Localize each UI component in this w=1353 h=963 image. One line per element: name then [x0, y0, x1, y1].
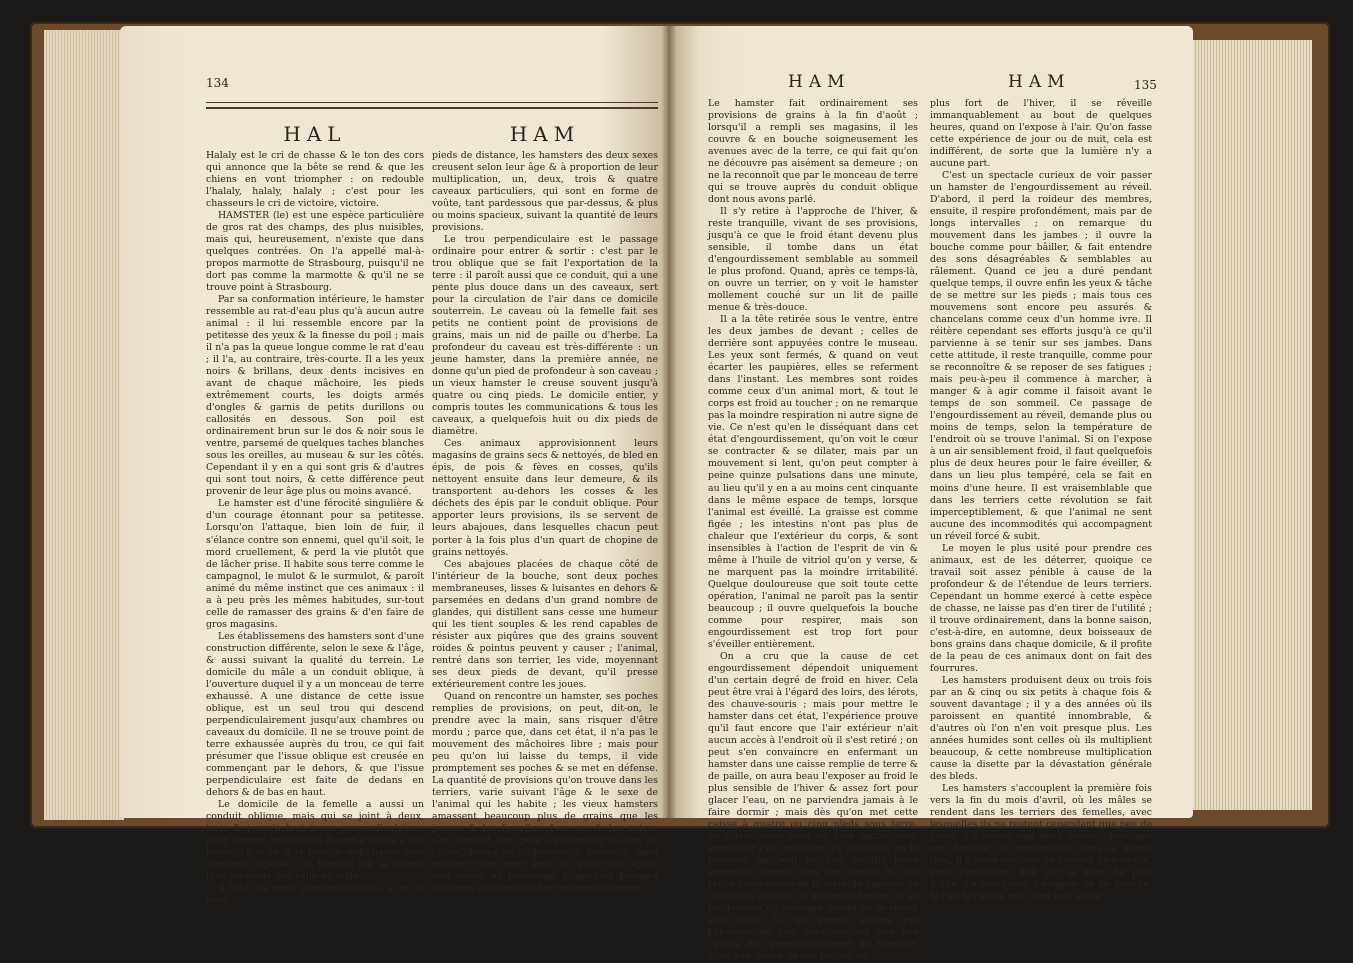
paragraph: Ces animaux approvisionnent leurs magasins de grains secs & nettoyés, de bled en épis, de pois & fèves en cosses, qu'ils nettoyent ensuite dans leur demeure, & ils transportent au-dehors les cosses & les déchets des épis par le conduit oblique. Pour apporter leurs provisions, ils se servent de leurs abajoues, dans lesquelles chacun peut porter à la fois plus d'un quart de chopine de grains nettoyés.: [432, 438, 658, 558]
column-heading: HAM: [509, 122, 581, 146]
paragraph: Halaly est le cri de chasse & le ton des cors qui annonce que la bête se rend & que les chiens en vont triompher : on redouble l'halaly, halaly, halaly ; c'est pour les chasseurs le cri de victoire, victoire.: [206, 150, 424, 210]
paragraph: Les hamsters produisent deux ou trois fois par an & cinq ou six petits à chaque fois & souvent davantage ; il y a des années où ils paroissent en quantité innombrable, & d'autres où l'on n'en voit presque plus. Les années humides sont celles où ils multiplient beaucoup, & cette nombreuse multiplication cause la disette par la dévastation générale des bleds.: [930, 674, 1152, 782]
paragraph: Le hamster est d'une férocité singulière & d'un courage étonnant pour sa petitesse. Lorsqu'on l'attaque, bien loin de fuir, il s'élance contre son ennemi, quel qu'il soit, le mord cruellement, & perd la vie plutôt que de lâcher prise. Il habite sous terre comme le campagnol, le mulot & le surmulot, & paroît animé du même instinct que ces animaux : il a à peu près les mêmes habitudes, sur-tout celle de ramasser des grains & d'en faire de gros magasins.: [206, 498, 424, 630]
paragraph: Le moyen le plus usité pour prendre ces animaux, est de les déterrer, quoique ce travail soit assez pénible à cause de la profondeur & de l'étendue de leurs terriers. Cependant un homme exercé à cette espèce de chasse, ne laisse pas d'en tirer de l'utilité ; il trouve ordinairement, dans la bonne saison, c'est-à-dire, en automne, deux boisseaux de bons grains dans chaque domicile, & il profite de la peau de ces animaux dont on fait des fourrures.: [930, 542, 1152, 674]
page-number: 134: [206, 76, 229, 90]
paragraph: Le hamster fait ordinairement ses provisions de grains à la fin d'août ; lorsqu'il a rempli ses magasins, il les couvre & en bouche soigneusement les avenues avec de la terre, ce qui fait qu'on ne découvre pas aisément sa demeure ; on ne la reconnoît que par le monceau de terre qui se trouve auprès du conduit oblique dont nous avons parlé.: [708, 98, 919, 206]
book-gutter: [662, 26, 676, 818]
paragraph: pieds de distance, les hamsters des deux sexes creusent selon leur âge & à proportion de leur multiplication, un, deux, trois & quatre caveaux particuliers, qui sont en forme de voûte, tant pardessous que par-dessus, & plus ou moins spacieux, suivant la quantité de leurs provisions.: [432, 150, 658, 234]
paragraph: Les hamsters s'accouplent la première fois vers la fin du mois d'avril, où les mâles se rendent dans les terriers des femelles, avec lesquelles ils ne restent cependant que peu de jours. S'il arrive que deux mâles, cherchant une femelle, se rencontrent dans le même trou, il s'élève entr'eux un combat furieux qui, pour l'ordinaire, finit par la mort du plus foible. Le vainqueur s'empare de sa femelle, & l'un & l'autre qui, dans tout autre: [930, 782, 1152, 903]
paragraph: A côté des trous perpendiculaires, à un ou deux: [206, 882, 424, 906]
page-edges-right: [1190, 40, 1312, 810]
text-column-2: [930, 98, 1152, 903]
paragraph: Il s'y retire à l'approche de l'hiver, & reste tranquille, vivant de ses provisions, jusqu'à ce que le froid étant devenu plus sensible, il tombe dans un état d'engourdissement semblable au sommeil le plus profond. Quand, après ce temps-là, on ouvre un terrier, on y voit le hamster mollement couché sur un lit de paille menue & très-douce.: [708, 206, 918, 314]
column-heading: HAL: [283, 122, 347, 146]
paragraph: HAMSTER (le) est une espèce particulière de gros rat des champs, des plus nuisibles, mais qui, heureusement, n'existe que dans quelques contrées. On l'a appellé mal-à-propos marmotte de Strasbourg, puisqu'il ne dort pas comme la marmotte & qu'il ne se trouve point à Strasbourg.: [206, 210, 424, 294]
left-page: [120, 26, 668, 906]
right-page: [668, 26, 1193, 963]
paragraph: plus fort de l'hiver, il se réveille immanquablement au bout de quelques heures, quand on l'expose à l'air. Qu'on fasse cette expérience de jour ou de nuit, cela est indifférent, de sorte que la lumière n'y a aucune part.: [930, 98, 1152, 170]
paragraph: Par sa conformation intérieure, le hamster ressemble au rat-d'eau plus qu'à aucun autre animal : il lui ressemble encore par la petitesse des yeux & la finesse du poil ; mais il n'a pas la queue longue comme le rat d'eau ; il l'a, au contraire, très-courte. Il a les yeux noirs & brillans, deux dents incisives en avant de chaque mâchoire, les pieds extrêmement courts, les doigts armés d'ongles & garnis de petits durillons ou callosités en dessous. Son poil est ordinairement brun sur le dos & noir sous le ventre, parsemé de quelques taches blanches sous les oreilles, au museau & sur les côtés. Cependant il y en a qui sont gris & d'autres qui sont tout noirs, & cette différence peut provenir de leur âge plus ou moins avancé.: [206, 294, 424, 498]
paragraph: Le trou perpendiculaire est le passage ordinaire pour entrer & sortir : c'est par le trou oblique que se fait l'exportation de la terre : il paroît aussi que ce conduit, qui a une pente plus douce dans un des caveaux, sert pour la circulation de l'air dans ce domicile souterrein. Le caveau où la femelle fait ses petits ne contient point de provisions de grains, mais un nid de paille ou d'herbe. La profondeur du caveau est très-différente : un jeune hamster, dans la première année, ne donne qu'un pied de profondeur à son caveau ; un vieux hamster le creuse souvent jusqu'à quatre ou cinq pieds. Le domicile entier, y compris toutes les communications & tous les caveaux, a quelquefois huit ou dix pieds de diamètre.: [432, 234, 658, 438]
page-number: 135: [1134, 78, 1157, 92]
text-column-1: [206, 150, 424, 906]
text-column-1: [708, 98, 919, 963]
paragraph: On a cru que la cause de cet engourdissement dépendoit uniquement d'un certain degré de froid en hiver. Cela peut être vrai à l'égard des loirs, des lérots, des chauve-souris ; mais pour mettre le hamster dans cet état, l'expérience prouve qu'il faut encore que l'air extérieur n'ait aucun accès à l'endroit où il s'est retiré ; on peut s'en convaincre en enfermant un hamster dans une caisse remplie de terre & de paille, on aura beau l'exposer au froid le plus sensible de l'hiver & assez fort pour glacer l'eau, on ne parviendra jamais à le faire dormir ; mais dès qu'on met cette caisse à quatre ou cinq pieds sous terre, qu'il faut avoir soin de bien battre pour empêcher l'air extérieur d'y pénétrer, on le trouvera au bout de huit ou dix jours engourdi comme dans son terrier. Si l'on retire cette caisse de la terre, le hamster se réveillera au bout de quelques heures, & se rendormira de nouveau quand on le remet sous terre. Ce qui prouve encore que l'absence de l'air extérieur est une des causes de l'engourdissement du hamster, c'est que, retiré de son terrier, au: [708, 650, 918, 963]
paragraph: Ces abajoues placées de chaque côté de l'intérieur de la bouche, sont deux poches membraneuses, lisses & luisantes en dehors & parsemées en dedans d'un grand nombre de glandes, qui distillent sans cesse une humeur qui les tient souples & les rend capables de résister aux piqûres que des grains souvent roides & pointus peuvent y causer ; l'animal, rentré dans son terrier, les vide, moyennant ses deux pieds de devant, qu'il presse extérieurement contre les joues.: [432, 558, 658, 690]
paragraph: Le domicile de la femelle a aussi un conduit oblique, mais qui se joint à deux, trois & jusqu'à huit trous perpendiculaires, pour donner une entrée & sortie libres à ses petits. Le mâle & la femelle ont chacun leur demeure séparée ; la femelle fait la sienne plus profonde que celle du mâle.: [206, 798, 424, 882]
header-rule: [206, 102, 658, 109]
paragraph: Quand on rencontre un hamster, ses poches remplies de provisions, on peut, dit-on, le prendre avec la main, sans risquer d'être mordu ; parce que, dans cet état, il n'a pas le mouvement des mâchoires libre ; mais pour peu qu'on lui laisse du temps, il vide promptement ses poches & se met en défense. La quantité de provisions qu'on trouve dans les terriers, varie suivant l'âge & le sexe de l'animal qui les habite ; les vieux hamsters amassent beaucoup plus de grains que les jeunes & les femelles. Les uns & les autres s'en servent, non pour s'en nourrir au fort de l'hiver, temps qu'ils passent à dormir & sans manger, mais pour avoir de quoi vivre après leur réveil, au printemps & pendant l'espace de temps qui précède leur engourdissement.: [432, 690, 658, 894]
text-column-2: [432, 150, 658, 894]
running-head-left: HAM: [788, 72, 851, 92]
page-edges-left: [44, 30, 124, 820]
paragraph: C'est un spectacle curieux de voir passer un hamster de l'engourdissement au réveil. D'abord, il perd la roideur des membres, ensuite, il respire profondément, mais par de longs intervalles ; on remarque du mouvement dans les jambes ; il ouvre la bouche comme pour bâiller, & fait entendre des sons désagréables & semblables au râlement. Quand ce jeu a duré pendant quelque temps, il ouvre enfin les yeux & tâche de se mettre sur les pieds ; mais tous ces mouvemens sont encore peu assurés & chancelans comme ceux d'un homme ivre. Il réitère cependant ses efforts jusqu'à ce qu'il parvienne à se tenir sur ses jambes. Dans cette attitude, il reste tranquille, comme pour se reconnoître & se reposer de ses fatigues ; mais peu-à-peu il commence à marcher, à manger & à agir comme il faisoit avant le temps de son sommeil. Ce passage de l'engourdissement au réveil, demande plus ou moins de temps, selon la température de l'endroit où se trouve l'animal. Si on l'expose à un air sensiblement froid, il faut quelquefois plus de deux heures pour le faire éveiller, & dans un lieu plus tempéré, cela se fait en moins d'une heure. Il est vraisemblable que dans les terriers cette révolution se fait imperceptiblement, & que l'animal ne sent aucune des incommodités qui accompagnent un réveil forcé & subit.: [930, 170, 1152, 542]
running-head-right: HAM: [1008, 72, 1071, 92]
paragraph: Les établissemens des hamsters sont d'une construction différente, selon le sexe & l'âge, & aussi suivant la qualité du terrein. Le domicile du mâle a un conduit oblique, à l'ouverture duquel il y a un monceau de terre exhaussé. A une distance de cette issue oblique, est un seul trou qui descend perpendiculairement jusqu'aux chambres ou caveaux du domicile. Il ne se trouve point de terre exhaussée auprès du trou, ce qui fait présumer que l'issue oblique est creusée en commençant par le dehors, & que l'issue perpendiculaire est faite de dedans en dehors & de bas en haut.: [206, 630, 424, 798]
paragraph: Il a la tête retirée sous le ventre, entre les deux jambes de devant ; celles de derrière sont appuyées contre le museau. Les yeux sont fermés, & quand on veut écarter les paupières, elles se referment dans l'instant. Les membres sont roides comme ceux d'un animal mort, & tout le corps est froid au toucher ; on ne remarque pas la moindre respiration ni autre signe de vie. Ce n'est qu'en le disséquant dans cet état d'engourdissement, qu'on voit le cœur se contracter & se dilater, mais par un mouvement si lent, qu'on peut compter à peine quinze pulsations dans une minute, au lieu qu'il y en a au moins cent cinquante dans le même espace de temps, lorsque l'animal est éveillé. La graisse est comme figée ; les intestins n'ont pas plus de chaleur que l'extérieur du corps, & sont insensibles à l'action de l'esprit de vin & même à l'huile de vitriol qu'on y verse, & ne marquent pas la moindre irritabilité. Quelque douloureuse que soit toute cette opération, l'animal ne paroît pas la sentir beaucoup ; il ouvre quelquefois la bouche comme pour respirer, mais son engourdissement est trop fort pour s'éveiller entièrement.: [708, 314, 918, 650]
